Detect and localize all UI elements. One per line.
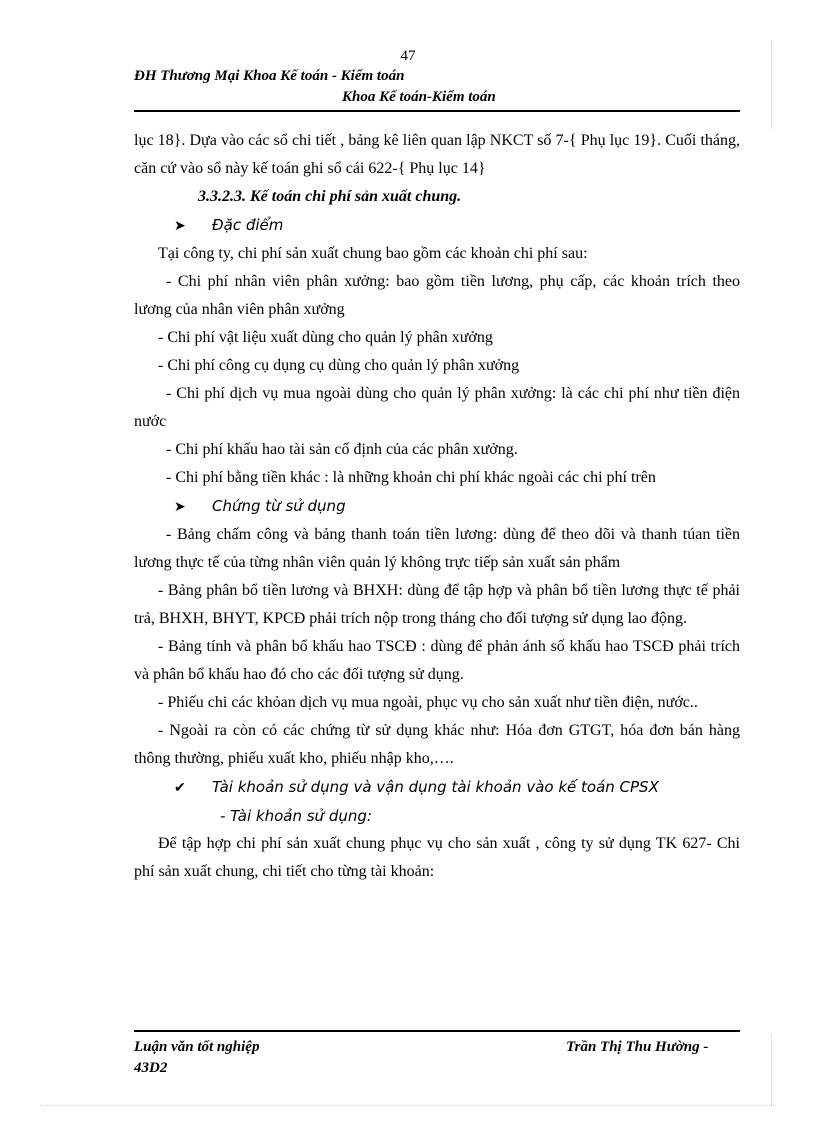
sub-heading: - Tài khoản sử dụng: xyxy=(220,807,372,825)
paragraph: - Bảng phân bổ tiền lương và BHXH: dùng để tập hợp và phân bổ tiền lương thực tế phải trả, BHXH, BHYT, KPCĐ phải trích nộp trong tháng cho đối tượng sử dụng lao động. xyxy=(134,582,740,627)
footer-class-code: 43D2 xyxy=(134,1060,168,1076)
bullet-heading-features xyxy=(134,211,740,240)
paragraph: lục 18}. Dựa vào các sổ chi tiết , bảng kê liên quan lập NKCT số 7-{ Phụ lục 19}. Cuối tháng, căn cứ vào sổ này kế toán ghi sổ cái 622-{ Phụ lục 14} xyxy=(134,132,740,177)
document-body xyxy=(134,127,740,886)
header-rule xyxy=(134,110,740,112)
paragraph: - Chi phí bằng tiền khác : là những khoản chi phí khác ngoài các chi phí trên xyxy=(166,469,656,486)
footer-author: Trần Thị Thu Hường - xyxy=(566,1039,709,1055)
header-department: Khoa Kế toán-Kiểm toán xyxy=(342,89,496,105)
paragraph: - Chi phí khấu hao tài sản cố định của các phân xưởng. xyxy=(166,441,518,458)
paragraph: - Chi phí nhân viên phân xưởng: bao gồm tiền lương, phụ cấp, các khoản trích theo lương của nhân viên phân xưởng xyxy=(134,273,740,318)
header-institution: ĐH Thương Mại Khoa Kế toán - Kiểm toán xyxy=(134,68,405,84)
arrowhead-bullet-icon: ➤ xyxy=(174,499,186,515)
footer-rule xyxy=(134,1030,740,1032)
page-border-dotted xyxy=(771,1035,772,1105)
page-border-dotted xyxy=(40,1105,776,1106)
paragraph: - Bảng tính và phân bổ khấu hao TSCĐ : dùng để phản ánh số khấu hao TSCĐ phải trích và phân bổ khấu hao đó cho các đối tượng sử dụng. xyxy=(134,638,740,683)
paragraph: - Ngoài ra còn có các chứng từ sử dụng khác như: Hóa đơn GTGT, hóa đơn bán hàng thông thường, phiếu xuất kho, phiếu nhập kho,…. xyxy=(134,722,740,767)
paragraph: - Chi phí dịch vụ mua ngoài dùng cho quản lý phân xưởng: là các chi phí như tiền điện nước xyxy=(134,385,740,430)
page-border-dotted xyxy=(771,40,772,130)
footer-left xyxy=(134,1037,259,1079)
footer-thesis-label: Luận văn tốt nghiệp xyxy=(134,1039,260,1055)
arrowhead-bullet-icon: ➤ xyxy=(174,218,186,234)
page-number: 47 xyxy=(400,48,416,64)
paragraph: - Chi phí vật liệu xuất dùng cho quản lý phân xưởng xyxy=(158,329,493,346)
paragraph: - Bảng chấm công và bảng thanh toán tiền lương: dùng để theo dõi và thanh túan tiền lương thực tế của từng nhân viên quản lý không trực tiếp sản xuất sản phẩm xyxy=(134,526,740,571)
checkmark-bullet-icon: ✔ xyxy=(174,780,186,796)
bullet-heading-label: Tài khoản sử dụng và vận dụng tài khoản vào kế toán CPSX xyxy=(212,778,659,796)
bullet-heading-accounts xyxy=(134,773,740,802)
bullet-heading-label: Chứng từ sử dụng xyxy=(212,497,346,515)
section-heading: 3.3.2.3. Kế toán chi phí sản xuất chung. xyxy=(198,188,462,205)
bullet-heading-documents xyxy=(134,492,740,521)
bullet-heading-label: Đặc điểm xyxy=(212,216,284,234)
paragraph: Để tập hợp chi phí sản xuất chung phục vụ cho sản xuất , công ty sử dụng TK 627- Chi phí sản xuất chung, chi tiết cho từng tài khoản: xyxy=(134,835,740,880)
paragraph: - Phiếu chi các khỏan dịch vụ mua ngoài, phục vụ cho sản xuất như tiền điện, nước.. xyxy=(158,694,698,711)
paragraph: Tại công ty, chi phí sản xuất chung bao gồm các khoản chi phí sau: xyxy=(158,245,588,262)
paragraph: - Chi phí công cụ dụng cụ dùng cho quản lý phân xưởng xyxy=(158,357,520,374)
